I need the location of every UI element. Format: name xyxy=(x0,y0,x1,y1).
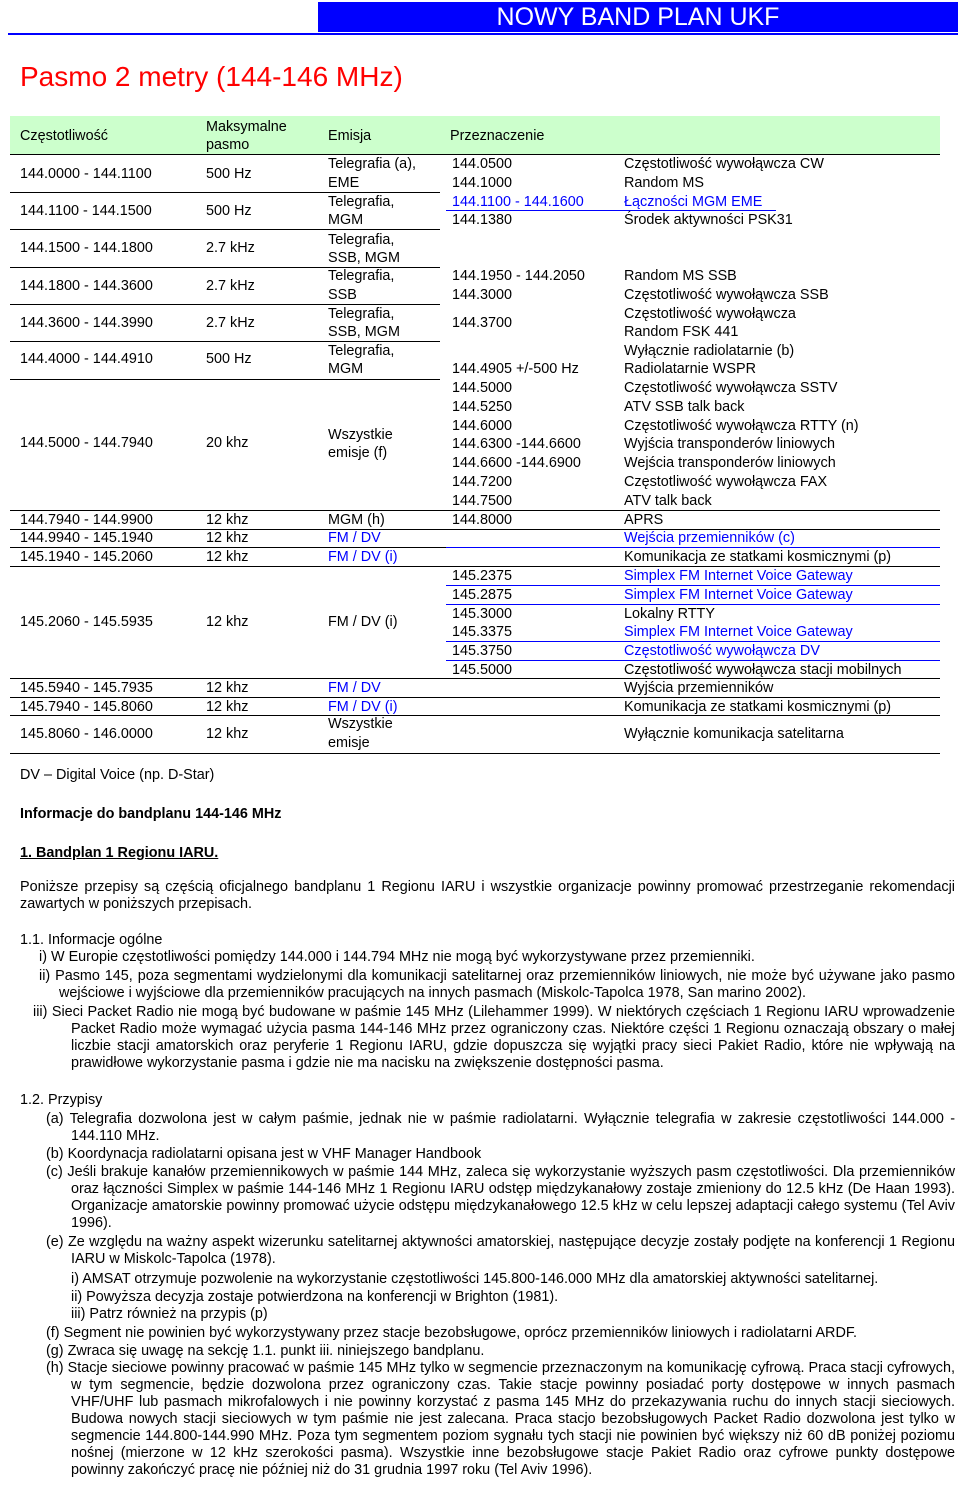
row-divider xyxy=(10,192,440,193)
usage-desc: ATV SSB talk back xyxy=(624,399,745,415)
usage-desc: Łączności MGM EME xyxy=(624,194,763,210)
row-mode-line2: emisje xyxy=(328,735,370,751)
header-mode: Emisja xyxy=(328,128,372,144)
usage-freq: 144.1100 - 144.1600 xyxy=(452,194,584,210)
row-mode-line2: MGM xyxy=(328,212,364,228)
usage-desc: Random FSK 441 xyxy=(624,324,739,340)
row-freq: 145.5940 - 145.7935 xyxy=(20,680,153,696)
row-freq: 144.1500 - 144.1800 xyxy=(20,240,153,256)
row-bandwidth: 12 khz xyxy=(206,699,249,715)
row-divider xyxy=(10,379,440,380)
general-note: ii) Pasmo 145, poza segmentami wydzielonymi dla komunikacji satelitarnej oraz przemienników liniowych, nie może być używane jako pasmo wejściowe i wyjściowe dla przemienników pracujących na innych pasmach (Miskolc-Tapolca 1978, San marino 2002). xyxy=(39,968,955,1001)
row-freq: 145.2060 - 145.5935 xyxy=(20,614,153,630)
usage-desc: Wyjścia przemienników xyxy=(624,680,774,696)
usage-freq: 145.2375 xyxy=(452,568,513,584)
usage-desc: Częstotliwość wywołąwcza DV xyxy=(624,643,820,659)
row-divider xyxy=(10,566,940,567)
row-divider xyxy=(10,267,440,268)
row-bandwidth: 500 Hz xyxy=(206,351,252,367)
row-freq: 144.1100 - 144.1500 xyxy=(20,203,152,219)
row-freq: 145.7940 - 145.8060 xyxy=(20,699,153,715)
row-bandwidth: 12 khz xyxy=(206,549,249,565)
footnote: (e) Ze względu na ważny aspekt wizerunku satelitarnej aktywności amatorskiej, następujące decyzje zostały podjęte na konferencji 1 Regionu IARU w Miskolc-Tapolca (1978). xyxy=(46,1234,955,1267)
footnote: (b) Koordynacja radiolatarni opisana jest w VHF Manager Handbook xyxy=(46,1146,482,1162)
row-divider xyxy=(10,510,940,511)
row-bandwidth: 12 khz xyxy=(206,512,249,528)
usage-freq: 144.1000 xyxy=(452,175,513,191)
row-divider xyxy=(10,304,440,305)
row-divider xyxy=(10,229,440,230)
row-freq: 145.8060 - 146.0000 xyxy=(20,726,153,742)
usage-freq: 144.6300 -144.6600 xyxy=(452,436,581,452)
info-heading: Informacje do bandplanu 144-146 MHz xyxy=(20,806,282,822)
row-bandwidth: 12 khz xyxy=(206,530,249,546)
usage-desc: Lokalny RTTY xyxy=(624,606,715,622)
usage-freq: 144.4905 +/-500 Hz xyxy=(452,361,579,377)
usage-freq: 144.8000 xyxy=(452,512,513,528)
usage-freq: 144.6000 xyxy=(452,418,513,434)
subsection-heading: 1.1. Informacje ogólne xyxy=(20,932,163,948)
footnote: (g) Zwraca się uwagę na sekcję 1.1. punkt iii. niniejszego bandplanu. xyxy=(46,1343,485,1359)
usage-desc: Wejścia transponderów liniowych xyxy=(624,455,836,471)
footnote: (f) Segment nie powinien być wykorzystywany przez stacje bezobsługowe, oprócz przemienników liniowych i radiolatarni ARDF. xyxy=(46,1325,858,1341)
usage-freq: 145.3375 xyxy=(452,624,513,640)
row-bandwidth: 2.7 kHz xyxy=(206,240,255,256)
usage-desc: Częstotliwość wywołąwcza FAX xyxy=(624,474,828,490)
row-mode: FM / DV xyxy=(328,680,381,696)
row-divider xyxy=(10,529,940,530)
row-freq: 144.9940 - 145.1940 xyxy=(20,530,153,546)
highlight-underline xyxy=(446,585,940,586)
row-bandwidth: 500 Hz xyxy=(206,203,252,219)
usage-freq: 144.5000 xyxy=(452,380,513,396)
row-divider xyxy=(10,697,940,698)
usage-freq: 145.3000 xyxy=(452,606,513,622)
general-note: i) W Europie częstotliwości pomiędzy 144.000 i 144.794 MHz nie mogą być wykorzystywane przez przemienniki. xyxy=(39,949,755,965)
highlight-underline xyxy=(446,604,940,605)
footnote: (h) Stacje sieciowe powinny pracować w paśmie 145 MHz tylko w segmencie przeznaczonym na komunikację cyfrową. Praca stacji cyfrowych, w tym segmencie, będzie dozwolona przez ograniczony czas. Takie stacje powinny posiadać porty dostępowe w innych pasmach VHF/UHF lub pasmach mikrofalowych i nie powinny korzystać z pasma 145 MHz do przekazywania ruchu do innych stacji sieciowych. Budowa nowych stacji sieciowych w tym paśmie nie jest zalecana. Praca stacjo bezobsługowych Packet Radio dozwolona jest tylko w segmencie 144.800-144.990 MHz. Poza tym segmentem poziom sygnału tych stacji nie powinien być większy niż 60 dB poniżej poziomu nośnej (mierzone w 12 kHz szerokości pasma). Wszystkie inne bezobsługowe stacje Pakiet Radio oraz cyfrowe punkty dostępowe powinny zakończyć pracę nie później niż do 31 grudnia 1997 roku (Tel Aviv 1996). xyxy=(46,1360,955,1478)
section-heading: 1. Bandplan 1 Regionu IARU. xyxy=(20,845,219,861)
row-mode: Telegrafia, xyxy=(328,194,395,210)
usage-desc: Częstotliwość wywołąwcza xyxy=(624,306,796,322)
row-bandwidth: 2.7 kHz xyxy=(206,278,255,294)
row-bandwidth: 500 Hz xyxy=(206,166,252,182)
usage-freq: 144.7500 xyxy=(452,493,513,509)
usage-freq: 145.5000 xyxy=(452,662,513,678)
row-freq: 145.1940 - 145.2060 xyxy=(20,549,153,565)
dv-note: DV – Digital Voice (np. D-Star) xyxy=(20,767,215,783)
row-mode: FM / DV (i) xyxy=(328,614,398,630)
usage-desc: Random MS xyxy=(624,175,704,191)
row-mode-line2: SSB, MGM xyxy=(328,324,400,340)
usage-desc: Częstotliwość wywołąwcza stacji mobilnych xyxy=(624,662,902,678)
row-bandwidth: 20 khz xyxy=(206,435,249,451)
usage-freq: 144.5250 xyxy=(452,399,513,415)
row-divider xyxy=(10,678,940,679)
row-bandwidth: 12 khz xyxy=(206,726,249,742)
row-mode: MGM (h) xyxy=(328,512,385,528)
row-mode: Telegrafia (a), xyxy=(328,156,416,172)
row-freq: 144.1800 - 144.3600 xyxy=(20,278,153,294)
usage-desc: Simplex FM Internet Voice Gateway xyxy=(624,624,853,640)
usage-freq: 144.3000 xyxy=(452,287,513,303)
highlight-underline xyxy=(446,210,776,211)
row-mode-line2: EME xyxy=(328,175,360,191)
row-mode-line2: emisje (f) xyxy=(328,445,388,461)
usage-desc: Komunikacja ze statkami kosmicznymi (p) xyxy=(624,549,892,565)
usage-desc: Częstotliwość wywołąwcza RTTY (n) xyxy=(624,418,859,434)
row-freq: 144.0000 - 144.1100 xyxy=(20,166,152,182)
usage-desc: Wejścia przemienników (c) xyxy=(624,530,795,546)
row-bandwidth: 12 khz xyxy=(206,680,249,696)
usage-freq: 144.7200 xyxy=(452,474,513,490)
usage-desc: Wyłącznie komunikacja satelitarna xyxy=(624,726,844,742)
usage-desc: APRS xyxy=(624,512,664,528)
footnote-sub: ii) Powyższa decyzja zostaje potwierdzona na konferencji w Brighton (1981). xyxy=(71,1289,559,1305)
highlight-underline xyxy=(446,660,940,661)
page-title: Pasmo 2 metry (144-146 MHz) xyxy=(20,61,403,92)
row-mode: Wszystkie xyxy=(328,716,393,732)
highlight-underline xyxy=(446,547,940,548)
intro-paragraph: Poniższe przepisy są częścią oficjalnego bandplanu 1 Regionu IARU i wszystkie organizacje powinny promować przestrzeganie rekomendacji zawartych w poniższych przepisach. xyxy=(20,879,955,912)
usage-freq: 145.3750 xyxy=(452,643,513,659)
usage-desc: Częstotliwość wywołąwcza CW xyxy=(624,156,824,172)
header-bandwidth-line2: pasmo xyxy=(206,137,250,153)
usage-desc: ATV talk back xyxy=(624,493,712,509)
usage-desc: Radiolatarnie WSPR xyxy=(624,361,756,377)
row-bandwidth: 2.7 kHz xyxy=(206,315,255,331)
row-mode-line2: MGM xyxy=(328,361,364,377)
usage-desc: Środek aktywności PSK31 xyxy=(624,212,793,228)
general-note: iii) Sieci Packet Radio nie mogą być budowane w paśmie 145 MHz (Lilehammer 1999). W niektórych częściach 1 Regionu IARU wprowadzenie Packet Radio może wymagać użycia pasma 144-146 MHz przez ograniczony czas. Niektóre części 1 Regionu oznaczają obszary o małej liczbie stacji amatorskich oraz peryferie 1 Regionu IARU, gdzie dopuszcza się wyjątki pracy sieci Pakiet Radio, które nie wpływają na prawidłowe wykorzystanie pasma i gdzie nie ma nacisku na zwiększenie dostępności pasma. xyxy=(33,1004,955,1071)
row-mode: FM / DV (i) xyxy=(328,549,398,565)
usage-freq: 144.1950 - 144.2050 xyxy=(452,268,585,284)
row-divider xyxy=(10,753,940,754)
row-freq: 144.3600 - 144.3990 xyxy=(20,315,153,331)
row-divider xyxy=(10,154,940,155)
header-frequency: Częstotliwość xyxy=(20,128,108,144)
usage-desc: Wyjścia transponderów liniowych xyxy=(624,436,836,452)
highlight-underline xyxy=(446,641,940,642)
footnote-sub: i) AMSAT otrzymuje pozwolenie na wykorzystanie częstotliwości 145.800-146.000 MHz dla amatorskiej aktywności satelitarnej. xyxy=(71,1271,879,1287)
header-bandwidth-line1: Maksymalne xyxy=(206,119,287,135)
usage-desc: Simplex FM Internet Voice Gateway xyxy=(624,568,853,584)
usage-freq: 144.6600 -144.6900 xyxy=(452,455,581,471)
usage-freq: 144.1380 xyxy=(452,212,513,228)
header-usage: Przeznaczenie xyxy=(450,128,545,144)
subsection-heading: 1.2. Przypisy xyxy=(20,1092,103,1108)
usage-desc: Częstotliwość wywołąwcza SSTV xyxy=(624,380,838,396)
usage-desc: Wyłącznie radiolatarnie (b) xyxy=(624,343,795,359)
row-divider xyxy=(10,715,940,716)
row-mode-line2: SSB, MGM xyxy=(328,250,400,266)
row-mode: FM / DV (i) xyxy=(328,699,398,715)
row-mode: FM / DV xyxy=(328,530,381,546)
row-bandwidth: 12 khz xyxy=(206,614,249,630)
usage-desc: Komunikacja ze statkami kosmicznymi (p) xyxy=(624,699,892,715)
row-mode: Telegrafia, xyxy=(328,343,395,359)
usage-desc: Częstotliwość wywołąwcza SSB xyxy=(624,287,829,303)
usage-freq: 144.3700 xyxy=(452,315,513,331)
row-divider xyxy=(10,341,440,342)
row-mode: Telegrafia, xyxy=(328,232,395,248)
usage-freq: 144.0500 xyxy=(452,156,513,172)
usage-desc: Simplex FM Internet Voice Gateway xyxy=(624,587,853,603)
row-freq: 144.4000 - 144.4910 xyxy=(20,351,153,367)
row-mode: Wszystkie xyxy=(328,427,393,443)
banner-title: NOWY BAND PLAN UKF xyxy=(318,2,958,32)
footnote-sub: iii) Patrz również na przypis (p) xyxy=(71,1306,268,1322)
usage-desc: Random MS SSB xyxy=(624,268,737,284)
row-mode-line2: SSB xyxy=(328,287,357,303)
row-mode: Telegrafia, xyxy=(328,268,395,284)
usage-freq: 145.2875 xyxy=(452,587,513,603)
row-freq: 144.7940 - 144.9900 xyxy=(20,512,153,528)
row-mode: Telegrafia, xyxy=(328,306,395,322)
footnote: (a) Telegrafia dozwolona jest w całym paśmie, jednak nie w paśmie radiolatarni. Wyłącznie telegrafia w zakresie częstotliwości 144.000 - 144.110 MHz. xyxy=(46,1111,955,1144)
row-freq: 144.5000 - 144.7940 xyxy=(20,435,153,451)
footnote: (c) Jeśli brakuje kanałów przemiennikowych w paśmie 144 MHz, zaleca się wykorzystanie wyższych pasm częstotliwości. Dla przemienników oraz łączności Simplex w paśmie 144-146 MHz 1 Regionu IARU odstęp międzykanałowy zostaje zmieniony do 12.5 kHz (De Haan 1993). Organizacje amatorskie powinny promować użycie odstępu międzykanałowego 12.5 kHz w celu lepszej adaptacji całego systemu (Tel Aviv 1996). xyxy=(46,1164,955,1231)
